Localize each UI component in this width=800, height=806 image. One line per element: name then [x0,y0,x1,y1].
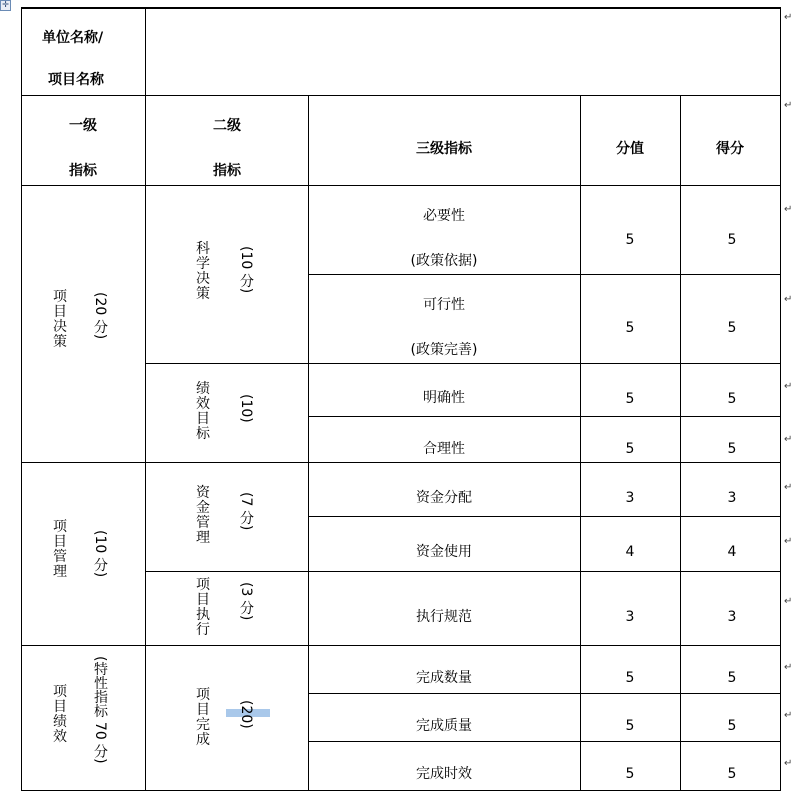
row-score: 3 [625,609,635,625]
row-score: 3 [625,490,635,506]
row-note: (政策完善) [410,342,478,358]
unit-label-line1: 单位名称/ [42,30,104,46]
group-name: 项目决策 [53,289,67,350]
row-score: 5 [625,391,635,407]
row-score: 5 [625,320,635,336]
col-level1-line2: 指标 [69,163,97,179]
row-name: 完成数量 [416,670,472,686]
sub-points: (10) [238,394,254,423]
row-name: 合理性 [423,441,465,457]
group-name: 项目管理 [53,519,67,580]
group-points: (10 分) [92,530,108,578]
sub-points: (3 分) [238,582,254,621]
sub-points: (20) [238,700,254,729]
unit-label-line2: 项目名称 [48,72,104,88]
col-level3: 三级指标 [416,141,472,157]
row-got: 3 [727,490,737,506]
row-name: 完成质量 [416,718,472,734]
col-score: 分值 [616,141,644,157]
row-got: 5 [727,670,737,686]
sub-name: 项目完成 [196,687,210,748]
col-level2-line1: 二级 [213,118,241,134]
row-name: 可行性 [423,297,465,313]
col-level1-line1: 一级 [69,118,97,134]
col-level2-line2: 指标 [213,163,241,179]
table-move-handle[interactable]: ✛ [0,0,11,11]
row-name: 执行规范 [416,609,472,625]
row-got: 4 [727,544,737,560]
sub-name: 资金管理 [196,485,210,546]
row-name: 完成时效 [416,766,472,782]
row-got: 5 [727,441,737,457]
row-got: 5 [727,232,737,248]
col-got: 得分 [716,141,744,157]
row-got: 3 [727,609,737,625]
row-score: 5 [625,718,635,734]
sub-name: 绩效目标 [196,381,210,442]
row-note: (政策依据) [410,253,478,269]
row-name: 资金分配 [416,490,472,506]
row-score: 5 [625,670,635,686]
row-score: 5 [625,766,635,782]
sub-points: (7 分) [238,492,254,531]
row-score: 5 [625,441,635,457]
row-score: 5 [625,232,635,248]
row-name: 明确性 [423,390,465,406]
row-got: 5 [727,766,737,782]
sub-points: (10 分) [238,246,254,294]
row-got: 5 [727,391,737,407]
row-score: 4 [625,544,635,560]
sub-name: 项目执行 [196,577,210,638]
group-name: 项目绩效 [53,684,67,745]
row-got: 5 [727,320,737,336]
group-points: (20 分) [92,292,108,340]
row-name: 必要性 [423,208,465,224]
sub-name: 科学决策 [196,241,210,302]
group-points: (特性指标 70 分) [92,656,108,764]
row-got: 5 [727,718,737,734]
row-name: 资金使用 [416,544,472,560]
